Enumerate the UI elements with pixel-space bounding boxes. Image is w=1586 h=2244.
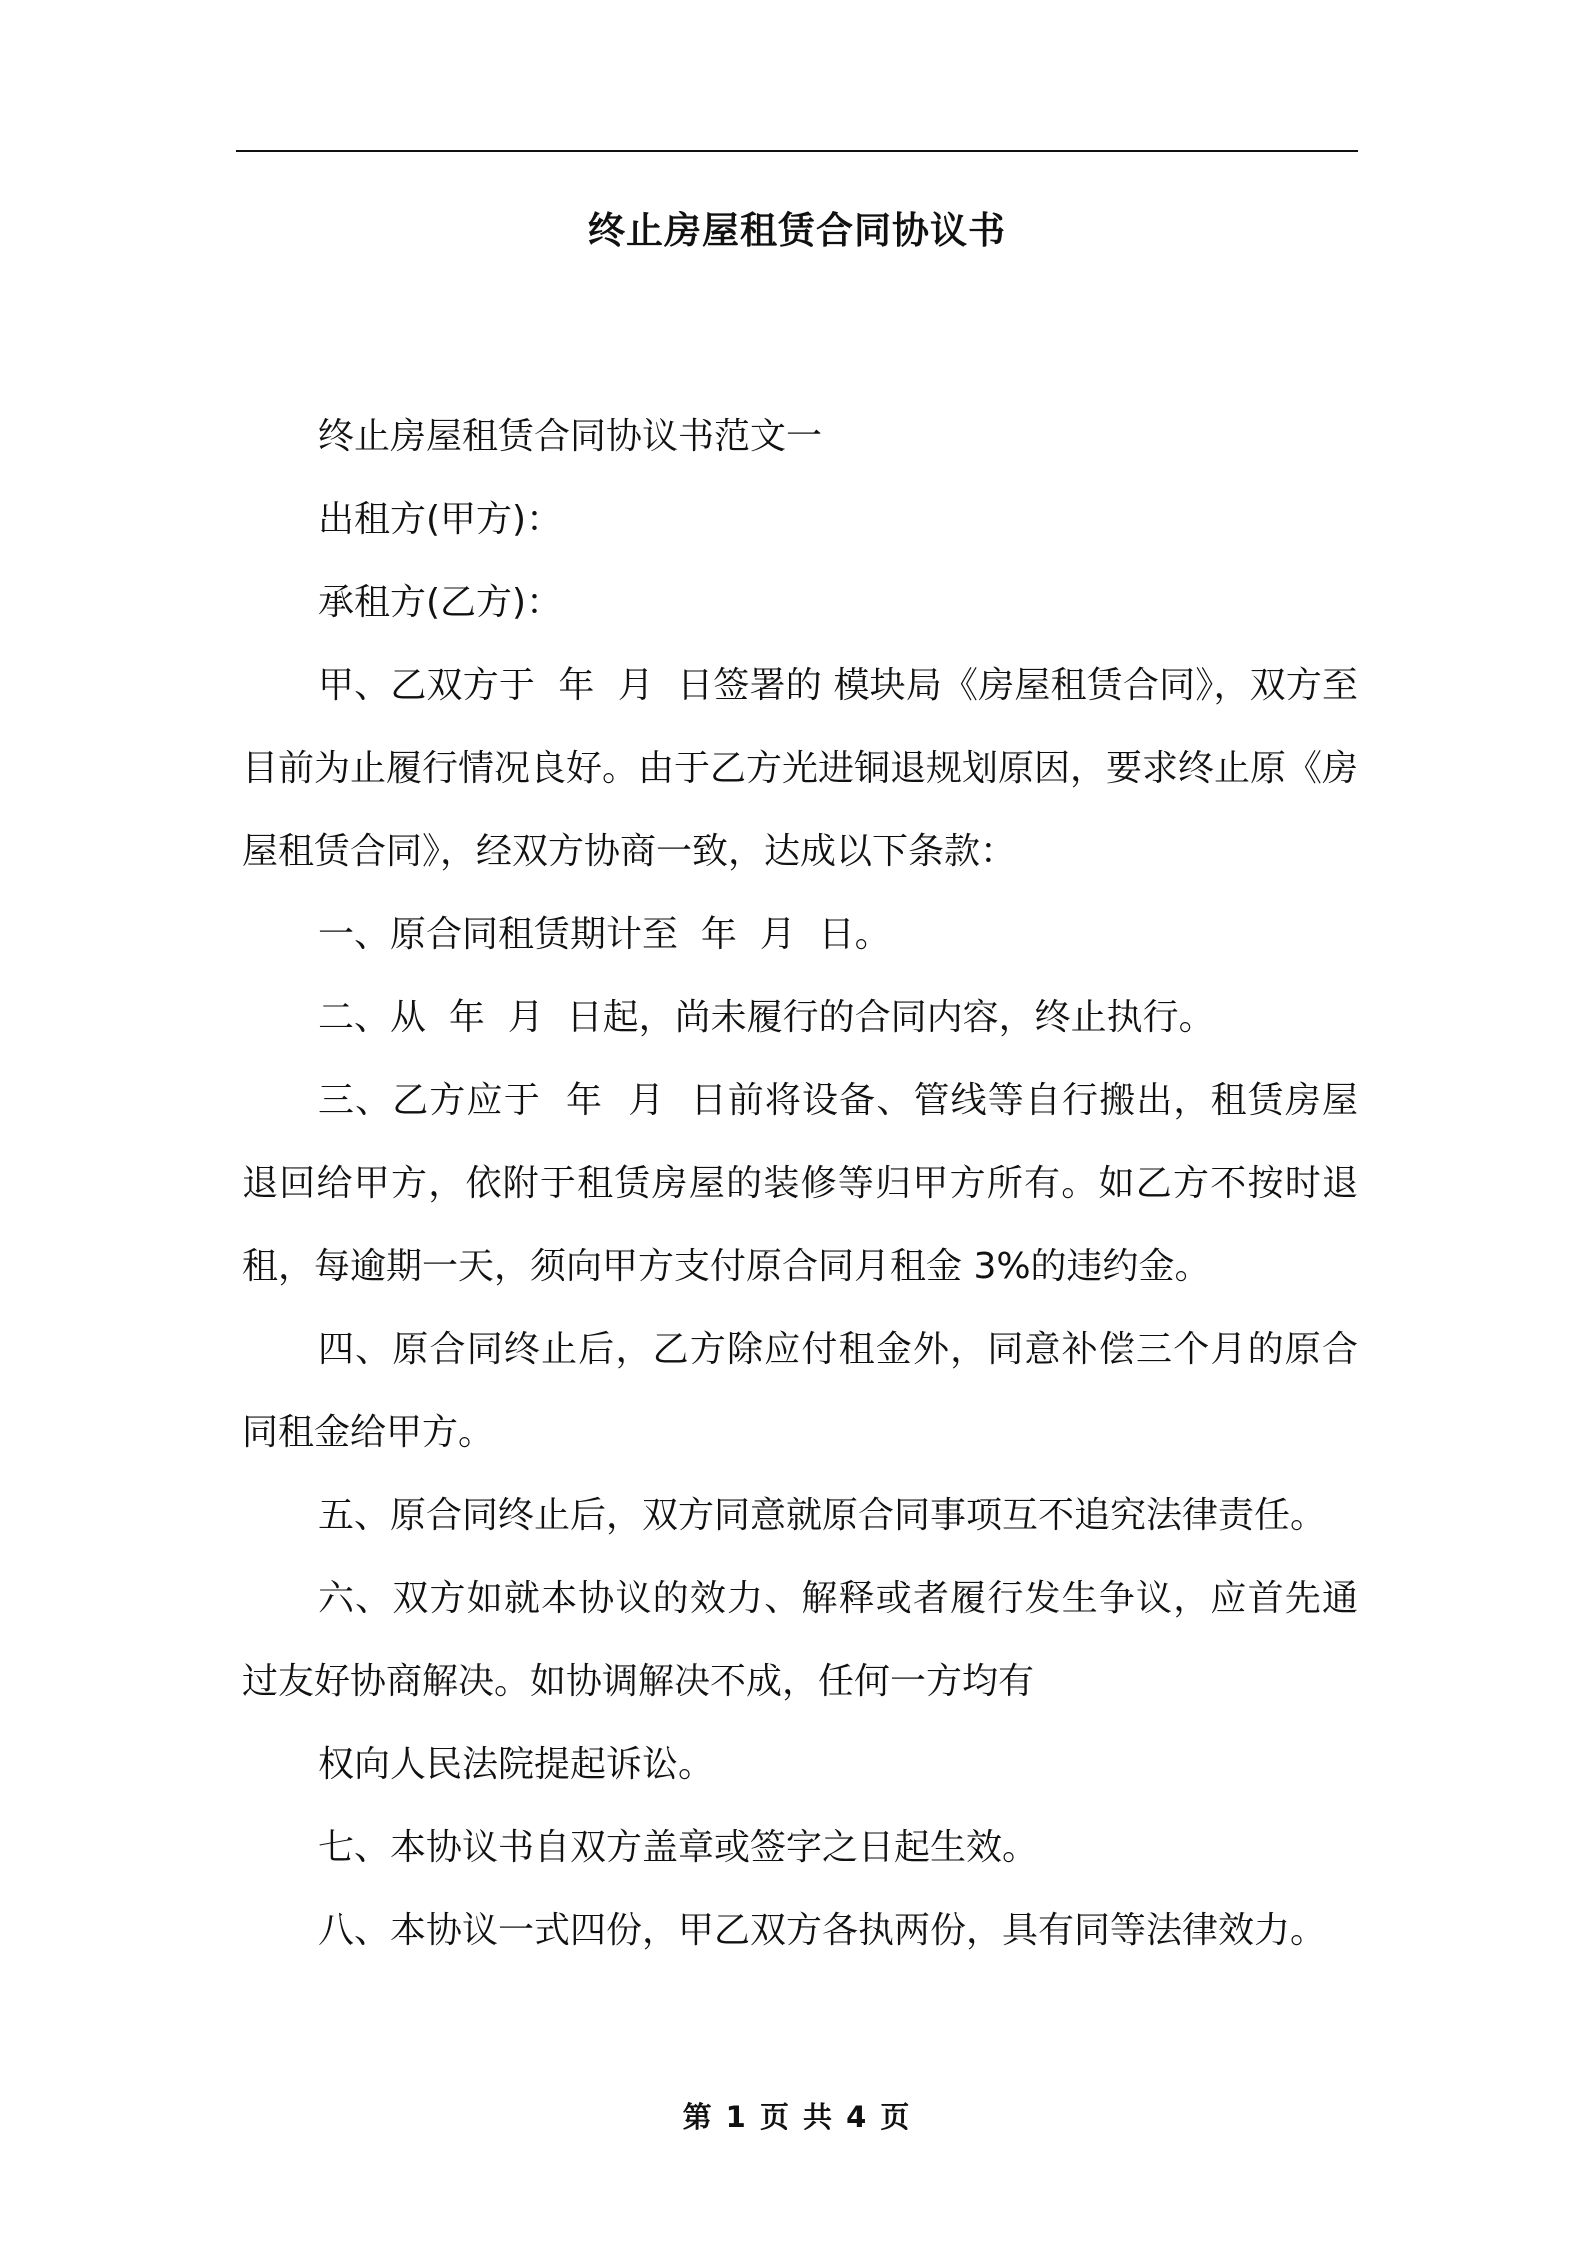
paragraph-preamble: 甲、乙双方于 年 月 日签署的 模块局《房屋租赁合同》，双方至目前为止履行情况良好。由于乙方光进铜退规划原因，要求终止原《房屋租赁合同》，经双方协商一致，达成以下条款：: [242, 665, 1359, 872]
clause-1: 一、原合同租赁期计至 年 月 日。: [318, 914, 891, 955]
clause-4: 四、原合同终止后，乙方除应付租金外，同意补偿三个月的原合同租金给甲方。: [242, 1329, 1358, 1453]
clause-6: 六、双方如就本协议的效力、解释或者履行发生争议，应首先通过友好协商解决。如协调解决不成，任何一方均有: [242, 1578, 1358, 1702]
clause-3: 三、乙方应于 年 月 日前将设备、管线等自行搬出，租赁房屋退回给甲方，依附于租赁房屋的装修等归甲方所有。如乙方不按时退租，每逾期一天，须向甲方支付原合同月租金 3%的违约金。: [242, 1080, 1358, 1287]
document-body: [242, 395, 1358, 1972]
paragraph-intro-heading: 终止房屋租赁合同协议书范文一: [318, 416, 823, 457]
page-number: 第 1 页 共 4 页: [682, 2100, 912, 2134]
paragraph-lessor: 出租方(甲方)：: [318, 499, 563, 540]
paragraph-lessee: 承租方(乙方)：: [318, 582, 563, 623]
clause-8: 八、本协议一式四份，甲乙双方各执两份，具有同等法律效力。: [318, 1910, 1327, 1951]
document-title: 终止房屋租赁合同协议书: [588, 209, 1006, 252]
clause-7: 七、本协议书自双方盖章或签字之日起生效。: [318, 1827, 1039, 1868]
clause-6-continued: 权向人民法院提起诉讼。: [318, 1744, 715, 1785]
clause-5: 五、原合同终止后，双方同意就原合同事项互不追究法律责任。: [318, 1495, 1327, 1536]
clause-2: 二、从 年 月 日起，尚未履行的合同内容，终止执行。: [318, 997, 1215, 1038]
header-rule: [236, 150, 1358, 152]
